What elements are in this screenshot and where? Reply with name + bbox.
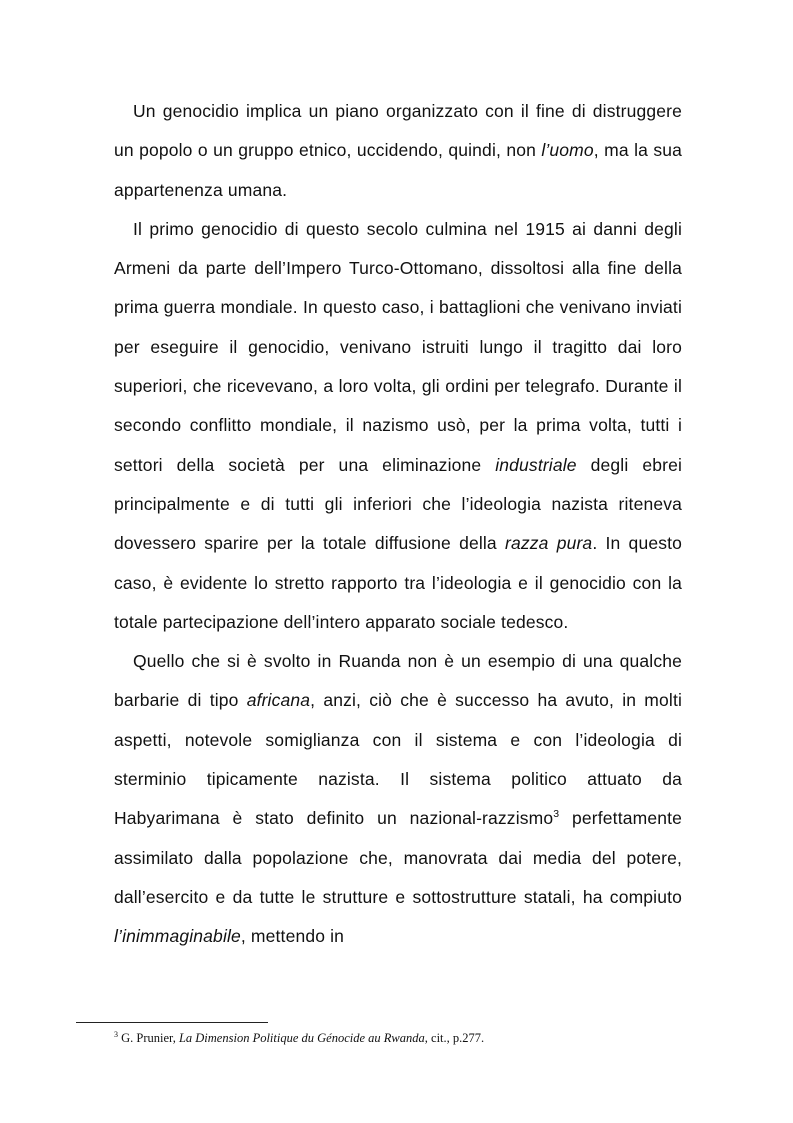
italic-text: industriale <box>495 454 577 475</box>
text-segment: Il primo genocidio di questo secolo culmina nel 1915 ai danni degli Armeni da parte dell’Impero Turco-Ottomano, dissoltosi alla fine della prima guerra mondiale. In questo caso, i battaglioni che venivano inviati per eseguire il genocidio, venivano istruiti lungo il tragitto dai loro superiori, che ricevevano, a loro volta, gli ordini per telegrafo. Durante il secondo conflitto mondiale, il nazismo usò, per la prima volta, tutti i settori della società per una eliminazione <box>114 218 682 475</box>
text-segment: perfettamente assimilato dalla popolazione che, manovrata dai media del potere, dall’esercito e da tutte le strutture e sottostrutture statali, ha compiuto <box>114 808 682 907</box>
footnote <box>114 1030 674 1046</box>
italic-text: razza pura <box>504 533 593 554</box>
italic-text: l’inimmaginabile <box>114 926 241 947</box>
footnote-separator <box>76 1022 268 1023</box>
italic-text: l’uomo <box>541 140 594 161</box>
footnote-number: 3 <box>114 1030 118 1039</box>
text-segment: . In questo caso, è evidente lo stretto rapporto tra l’ideologia e il genocidio con la totale partecipazione dell’intero apparato sociale tedesco. <box>114 533 683 632</box>
text-segment: , ma la sua appartenenza umana. <box>114 140 683 200</box>
footnote-author: G. Prunier, <box>118 1031 179 1045</box>
footnote-citation: , cit., p.277. <box>424 1031 485 1045</box>
paragraph-3 <box>114 642 682 956</box>
paragraph-2 <box>114 210 682 642</box>
italic-text: africana <box>246 690 311 711</box>
text-segment: degli ebrei principalmente e di tutti gli inferiori che l’ideologia nazista riteneva dovessero sparire per la totale diffusione della <box>114 454 682 554</box>
paragraph-1 <box>114 92 682 210</box>
text-segment: , anzi, ciò che è successo ha avuto, in molti aspetti, notevole somiglianza con il sistema e con l’ideologia di sterminio tipicamente nazista. Il sistema politico attuato da Habyarimana è stato definito un nazional-razzismo <box>114 690 682 829</box>
body-text <box>114 92 682 957</box>
footnote-title: La Dimension Politique du Génocide au Rwanda <box>178 1031 425 1045</box>
text-segment: Quello che si è svolto in Ruanda non è un esempio di una qualche barbarie di tipo <box>114 651 682 711</box>
text-segment: Un genocidio implica un piano organizzato con il fine di distruggere un popolo o un gruppo etnico, uccidendo, quindi, non <box>114 101 682 161</box>
footnote-reference: 3 <box>553 808 560 821</box>
text-segment: , mettendo in <box>240 926 345 947</box>
